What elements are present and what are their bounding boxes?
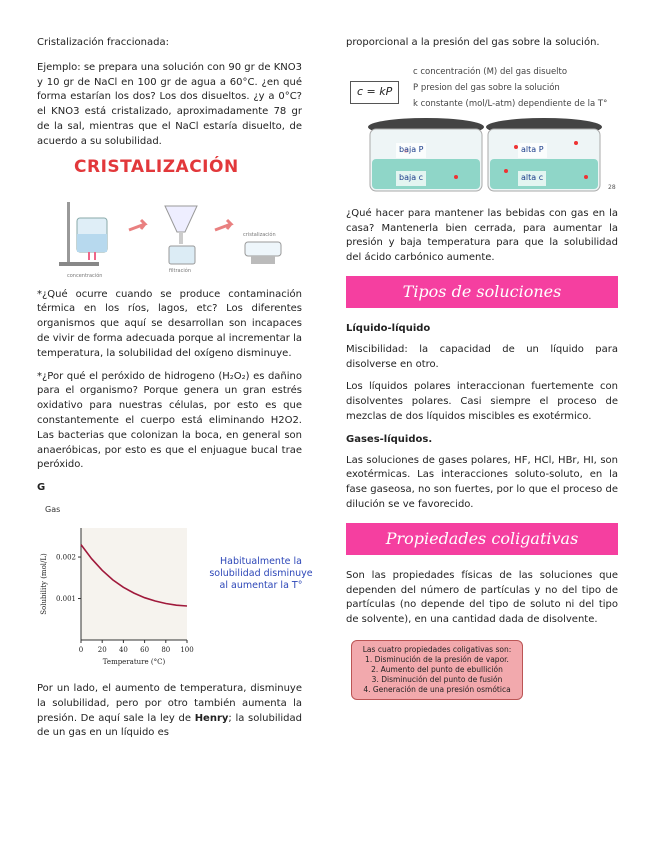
jar2-concentration: alta c: [518, 171, 546, 186]
plot-area: [81, 528, 187, 640]
x-tick-label: 100: [180, 645, 194, 654]
henry-word: Henry: [194, 712, 229, 724]
section-title: Cristalización fraccionada:: [37, 37, 169, 48]
henry-paragraph: [37, 682, 302, 741]
colligative-box-title: Las cuatro propiedades coligativas son:: [362, 644, 512, 654]
colligative-paragraph: Son las propiedades físicas de las soluciones que dependen del número de partículas y no del tipo de partículas (no depende del tipo de soluto ni del tipo de solvente), en una cantidad dada de disolvente.: [346, 569, 618, 626]
chart-title: Gas: [45, 504, 61, 514]
jar1-concentration: baja c: [396, 171, 426, 186]
gases-paragraph: Las soluciones de gases polares, HF, HCl, HBr, HI, son exotérmicas. Las interacciones soluto-soluto, en la fase gaseosa, no son fuertes, por lo que el proceso de dilución se ve favorecido.: [346, 454, 618, 510]
x-tick-label: 60: [140, 645, 150, 654]
crystallization-figure: [37, 156, 302, 280]
graph-letter: G: [37, 482, 46, 494]
colligative-item: 1. Disminución de la presión de vapor.: [365, 654, 509, 664]
x-tick-label: 0: [78, 645, 84, 654]
banner-propiedades-coligativas: Propiedades coligativas: [346, 523, 618, 555]
legend-k: k constante (mol/L-atm) dependiente de la T°: [413, 98, 608, 109]
banner-tipos-soluciones: Tipos de soluciones: [346, 276, 618, 308]
thermal-pollution-paragraph: *¿Qué ocurre cuando se produce contaminación térmica en los ríos, lagos, etc? Los diferentes organismos que aquí se desarrollan son incapaces de vivir de forma adecuada porque al incrementar la temperatura, la solubilidad del oxígeno disminuye.: [37, 288, 302, 359]
legend-c: c concentración (M) del gas disuelto: [413, 66, 568, 77]
henry-rest: ; la solubilidad de un gas en un líquido es: [37, 712, 302, 739]
label-concentracion: concentración: [67, 272, 103, 279]
legend-p: P presion del gas sobre la solución: [413, 82, 560, 93]
label-filtracion: filtración: [169, 267, 191, 274]
heading-liquido-liquido: Líquido-líquido: [346, 322, 431, 334]
graph-annotation: Habitualmente la solubilidad disminuye al aumentar la T°: [209, 555, 313, 591]
miscibility-paragraph: Miscibilidad: la capacidad de un líquido para disolverse en otro.: [346, 343, 618, 370]
y-axis-label: Solubility (mol/L): [40, 553, 48, 615]
colligative-item: 3. Disminución del punto de fusión: [371, 674, 503, 684]
jar1-pressure: baja P: [396, 143, 426, 158]
crystallization-title: CRISTALIZACIÓN: [74, 156, 239, 177]
henry-continuation: proporcional a la presión del gas sobre la solución.: [346, 37, 600, 48]
y-tick-label: 0.002: [55, 553, 76, 562]
colligative-box-wrapper: [346, 636, 618, 700]
gas-solubility-graph: [37, 500, 313, 670]
right-column: [346, 36, 618, 700]
solubility-chart: [37, 500, 207, 670]
label-cristalizacion: cristalización: [243, 231, 276, 238]
example-paragraph: Ejemplo: se prepara una solución con 90 gr de KNO3 y 10 gr de NaCl en 100 gr de agua a 60°C. ¿en qué forma estarían los dos? Los dos disueltos. ¿y a 0°C? el KNO3 está cristalizado, aproximadamente 78 gr de la sal, mientras que el NaCl estaría disuelto, de acuerdo a su solubilidad.: [37, 61, 302, 147]
henry-law-figure: [346, 59, 618, 199]
drinks-paragraph: ¿Qué hacer para mantener las bebidas con gas en la casa? Mantenerla bien cerrada, para aumentar la presión y baja temperatura para que la solubilidad del ácido carbónico aumente.: [346, 207, 618, 264]
y-tick-label: 0.001: [55, 594, 76, 603]
page-number: 28: [608, 183, 616, 191]
colligative-item: 2. Aumento del punto de ebullición: [371, 664, 503, 674]
crystallization-illustration: [37, 156, 302, 280]
colligative-item: 4. Generación de una presión osmótica: [363, 684, 511, 694]
henry-intro: Por un lado, el aumento de temperatura, disminuye la solubilidad, pero por otro también aumenta la presión. De aquí sale la ley de: [37, 682, 302, 724]
polar-liquids-paragraph: Los líquidos polares interaccionan fuertemente con disolventes polares. Casi siempre el proceso de mezclas de dos líquidos miscibles es exotérmico.: [346, 381, 618, 422]
x-tick-label: 80: [161, 645, 171, 654]
heading-gases-liquidos: Gases-líquidos.: [346, 433, 433, 445]
left-column: [37, 36, 313, 749]
jar2-pressure: alta P: [518, 143, 547, 158]
henry-equation: c = kP: [350, 81, 399, 104]
jars-illustration: [346, 59, 618, 199]
x-tick-label: 20: [97, 645, 107, 654]
colligative-box: [351, 640, 523, 700]
peroxide-paragraph: *¿Por qué el peróxido de hidrogeno (H₂O₂) es dañino para el organismo? Porque genera un gran estrés oxidativo para nuestras células, por esto es que constantemente el cuerpo está eliminando H2O2. Las bacterias que colonizan la boca, en general son anaeróbicas, por esto es que el enjuague bucal trae peróxido.: [37, 370, 302, 471]
x-axis-label: Temperature (°C): [102, 657, 166, 666]
x-tick-label: 40: [118, 645, 128, 654]
